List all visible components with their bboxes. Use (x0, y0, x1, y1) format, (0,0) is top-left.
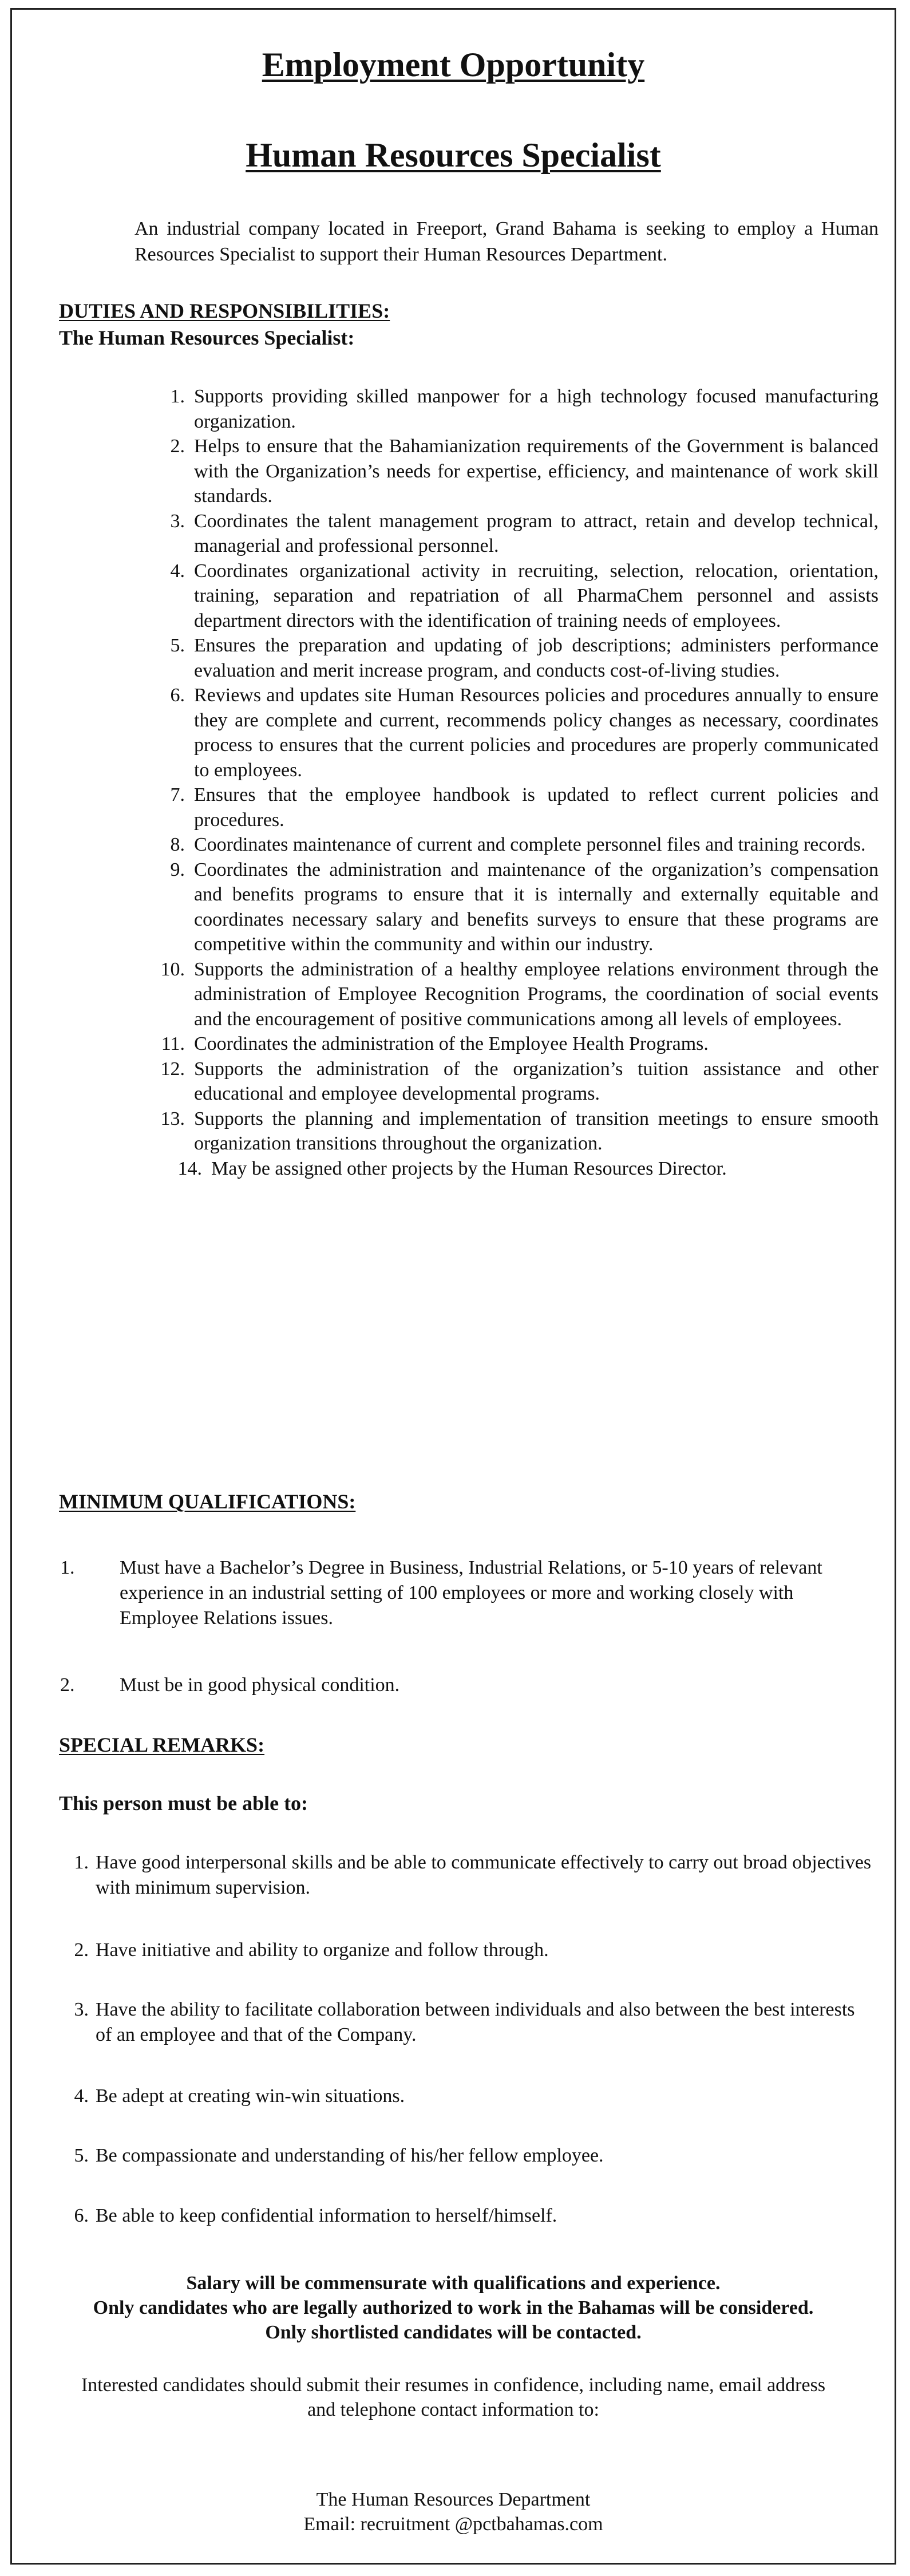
item-number: 10. (160, 958, 185, 980)
submission-instructions-line-1: Interested candidates should submit their resumes in confidence, including name, email address (81, 2374, 826, 2396)
item-number: 1. (74, 1852, 89, 1873)
list-item (134, 858, 879, 957)
duties-list (134, 384, 879, 1181)
item-text: Supports the administration of a healthy employee relations environment through the administration of Employee Recognition Programs, the coordination of social events and the encouragement of positive communications among all levels of employees. (194, 958, 879, 1030)
item-text: Coordinates the administration of the Employee Health Programs. (194, 1033, 709, 1054)
duties-subheading: The Human Resources Specialist: (59, 326, 355, 349)
intro-paragraph: An industrial company located in Freeport, Grand Bahama is seeking to employ a Human Resources Specialist to support their Human Resources Department. (134, 218, 879, 265)
salary-notice: Salary will be commensurate with qualifications and experience. (186, 2273, 721, 2294)
remarks-item-1 (60, 1850, 873, 1901)
item-number: 13. (160, 1108, 185, 1129)
item-number: 6. (170, 685, 185, 706)
position-title: Human Resources Specialist (246, 136, 661, 174)
item-text: Be compassionate and understanding of his/her fellow employee. (96, 2145, 604, 2166)
item-text: Be able to keep confidential information to herself/himself. (96, 2205, 557, 2226)
remarks-item-2 (60, 1938, 873, 1963)
list-item (134, 1107, 879, 1156)
item-number: 3. (74, 1999, 89, 2020)
remarks-heading: SPECIAL REMARKS: (59, 1733, 265, 1756)
item-text: Coordinates the talent management program to attract, retain and develop technical, managerial and professional personnel. (194, 510, 879, 556)
list-item (134, 1057, 879, 1107)
qualifications-list (60, 1555, 861, 1631)
list-item (60, 1673, 861, 1698)
remarks-subheading: This person must be able to: (59, 1792, 308, 1815)
item-number: 1. (170, 386, 185, 407)
item-number: 6. (74, 2205, 89, 2226)
remarks-item-3 (60, 1997, 873, 2048)
list-item (134, 1156, 879, 1182)
list-item (134, 633, 879, 683)
item-number: 4. (170, 560, 185, 582)
remarks-item-4 (60, 2084, 873, 2109)
page-content (12, 10, 895, 2563)
item-text: Have initiative and ability to organize and follow through. (96, 1939, 549, 1961)
remarks-item-6 (60, 2203, 873, 2229)
item-text: Must have a Bachelor’s Degree in Business, Industrial Relations, or 5-10 years of relevant experience in an industrial setting of 100 employees or more and working closely with Employee Relations issues. (120, 1557, 822, 1629)
submission-instructions-line-2: and telephone contact information to: (307, 2399, 599, 2420)
list-item (60, 2203, 873, 2229)
item-text: May be assigned other projects by the Human Resources Director. (211, 1157, 727, 1179)
item-number: 14. (177, 1157, 202, 1179)
item-number: 11. (161, 1033, 185, 1054)
item-number: 5. (170, 635, 185, 656)
job-posting-page (10, 8, 896, 2565)
item-number: 3. (170, 510, 185, 532)
item-text: Ensures the preparation and updating of job descriptions; administers performance evaluation and merit increase program, and conducts cost-of-living studies. (194, 635, 879, 681)
remarks-item-5 (60, 2143, 873, 2168)
item-number: 7. (170, 784, 185, 805)
list-item (134, 683, 879, 783)
item-number: 1. (60, 1557, 75, 1578)
qualifications-heading: MINIMUM QUALIFICATIONS: (59, 1490, 356, 1513)
item-number: 2. (170, 436, 185, 457)
item-text: Coordinates organizational activity in recruiting, selection, relocation, orientation, training, separation and repatriation of all PharmaChem personnel and assists department directors with the identification of training needs of employees. (194, 560, 879, 631)
list-item (134, 384, 879, 434)
list-item (60, 1997, 873, 2048)
item-number: 2. (74, 1939, 89, 1961)
duties-heading: DUTIES AND RESPONSIBILITIES: (59, 299, 390, 322)
list-item (134, 434, 879, 509)
list-item (134, 832, 879, 858)
list-item (60, 2143, 873, 2168)
item-number: 5. (74, 2145, 89, 2166)
item-text: Reviews and updates site Human Resources policies and procedures annually to ensure they are complete and current, recommends policy changes as necessary, coordinates process to ensures that the current policies and procedures are properly communicated to employees. (194, 685, 879, 781)
item-text: Supports the administration of the organization’s tuition assistance and other educational and employee developmental programs. (194, 1058, 879, 1104)
item-number: 9. (170, 859, 185, 880)
item-text: Supports the planning and implementation of transition meetings to ensure smooth organization transitions throughout the organization. (194, 1108, 879, 1154)
list-item (134, 559, 879, 634)
list-item (134, 1032, 879, 1057)
item-text: Be adept at creating win-win situations. (96, 2085, 405, 2107)
item-text: Must be in good physical condition. (120, 1674, 400, 1696)
item-text: Coordinates the administration and maintenance of the organization’s compensation and benefits programs to ensure that it is internally and externally equitable and coordinates necessary salary and benefits surveys to ensure that these programs are competitive within the community and within our industry. (194, 859, 879, 955)
item-number: 2. (60, 1674, 75, 1696)
list-item (134, 783, 879, 832)
item-text: Helps to ensure that the Bahamianization requirements of the Government is balanced with the Organization’s needs for expertise, efficiency, and maintenance of work skill standards. (194, 436, 879, 507)
item-text: Have the ability to facilitate collaboration between individuals and also between the best interests of an employee and that of the Company. (96, 1999, 855, 2045)
page-title: Employment Opportunity (262, 46, 645, 84)
list-item (134, 957, 879, 1032)
shortlist-notice: Only shortlisted candidates will be contacted. (265, 2322, 642, 2343)
item-number: 12. (160, 1058, 185, 1080)
list-item (60, 1555, 861, 1631)
authorization-notice: Only candidates who are legally authorized to work in the Bahamas will be considered. (93, 2297, 814, 2318)
contact-department: The Human Resources Department (316, 2489, 591, 2510)
item-number: 8. (170, 834, 185, 855)
list-item (60, 1938, 873, 1963)
item-text: Have good interpersonal skills and be able to communicate effectively to carry out broad objectives with minimum supervision. (96, 1852, 872, 1898)
item-text: Ensures that the employee handbook is updated to reflect current policies and procedures. (194, 784, 879, 831)
list-item (60, 1850, 873, 1901)
list-item (60, 2084, 873, 2109)
item-text: Supports providing skilled manpower for a high technology focused manufacturing organization. (194, 386, 879, 432)
list-item (134, 509, 879, 559)
qualifications-list-cont (60, 1673, 861, 1698)
item-number: 4. (74, 2085, 89, 2107)
item-text: Coordinates maintenance of current and complete personnel files and training records. (194, 834, 866, 855)
contact-email: Email: recruitment @pctbahamas.com (303, 2514, 603, 2535)
